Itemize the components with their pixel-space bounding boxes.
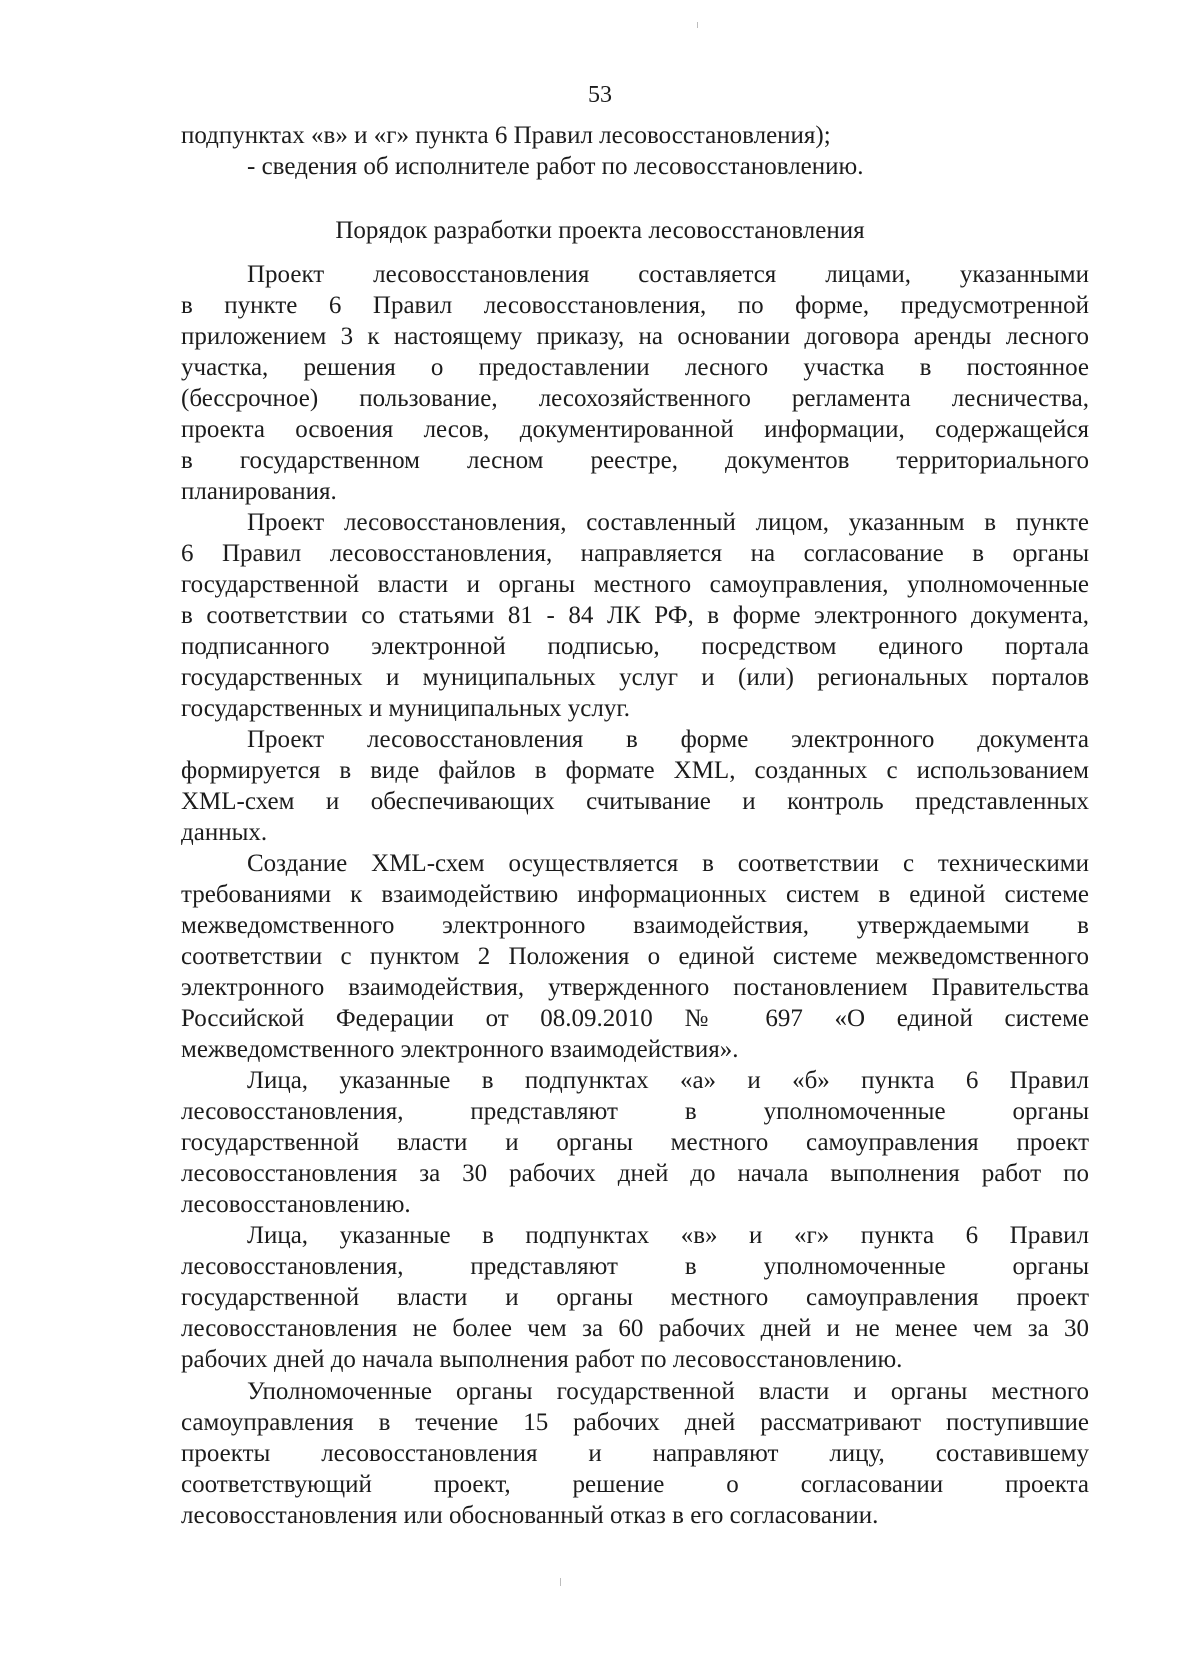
text-line: рабочих дней до начала выполнения работ по лесовосстановлению.	[181, 1346, 903, 1373]
text-line: лесовосстановлению.	[181, 1191, 411, 1218]
text-line: в государственном лесном реестре, документов территориального	[181, 447, 1089, 474]
text-line: самоуправления в течение 15 рабочих дней рассматривают поступившие	[181, 1409, 1089, 1436]
section-heading: Порядок разработки проекта лесовосстановления	[335, 217, 865, 244]
intro-line: - сведения об исполнителе работ по лесовосстановлению.	[247, 153, 864, 180]
text-line: в соответствии со статьями 81 - 84 ЛК РФ, в форме электронного документа,	[181, 602, 1089, 629]
text-line: электронного взаимодействия, утвержденного постановлением Правительства	[181, 974, 1089, 1001]
scan-mark-top	[697, 22, 698, 28]
text-line: данных.	[181, 819, 268, 846]
text-line: Проект лесовосстановления в форме электронного документа	[247, 726, 1089, 753]
paragraph	[181, 1220, 1089, 1375]
text-line: государственной власти и органы местного самоуправления, уполномоченные	[181, 571, 1089, 598]
text-line: проекты лесовосстановления и направляют лицу, составившему	[181, 1440, 1089, 1467]
text-line: соответствующий проект, решение о согласовании проекта	[181, 1471, 1089, 1498]
text-line: 6 Правил лесовосстановления, направляется на согласование в органы	[181, 540, 1089, 567]
intro-line: подпунктах «в» и «г» пункта 6 Правил лесовосстановления);	[181, 122, 831, 149]
paragraph	[181, 1065, 1089, 1220]
text-line: лесовосстановления, представляют в уполномоченные органы	[181, 1098, 1089, 1125]
text-line: государственных и муниципальных услуг.	[181, 695, 631, 722]
text-line: государственной власти и органы местного самоуправления проект	[181, 1284, 1089, 1311]
text-line: лесовосстановления не более чем за 60 рабочих дней и не менее чем за 30	[181, 1315, 1089, 1342]
text-line: Проект лесовосстановления, составленный лицом, указанным в пункте	[247, 509, 1089, 536]
text-line: проекта освоения лесов, документированной информации, содержащейся	[181, 416, 1089, 443]
text-line: подписанного электронной подписью, посредством единого портала	[181, 633, 1089, 660]
paragraph	[181, 1376, 1089, 1531]
text-line: участка, решения о предоставлении лесного участка в постоянное	[181, 354, 1089, 381]
paragraph	[181, 848, 1089, 1065]
text-line: межведомственного электронного взаимодействия, утверждаемыми в	[181, 912, 1089, 939]
text-line: Лица, указанные в подпунктах «в» и «г» пункта 6 Правил	[247, 1222, 1089, 1249]
text-line: Российской Федерации от 08.09.2010 № 697 «О единой системе	[181, 1005, 1089, 1032]
text-line: формируется в виде файлов в формате XML, созданных с использованием	[181, 757, 1089, 784]
text-line: в пункте 6 Правил лесовосстановления, по форме, предусмотренной	[181, 292, 1089, 319]
paragraph	[181, 724, 1089, 848]
text-line: Лица, указанные в подпунктах «а» и «б» пункта 6 Правил	[247, 1067, 1089, 1094]
text-line: лесовосстановления или обоснованный отказ в его согласовании.	[181, 1502, 879, 1529]
text-line: государственных и муниципальных услуг и (или) региональных порталов	[181, 664, 1089, 691]
scan-mark-bottom	[560, 1578, 561, 1586]
text-line: планирования.	[181, 478, 337, 505]
paragraph	[181, 259, 1089, 507]
text-line: лесовосстановления за 30 рабочих дней до начала выполнения работ по	[181, 1160, 1089, 1187]
text-line: приложением 3 к настоящему приказу, на основании договора аренды лесного	[181, 323, 1089, 350]
text-line: (бессрочное) пользование, лесохозяйственного регламента лесничества,	[181, 385, 1089, 412]
text-line: межведомственного электронного взаимодействия».	[181, 1036, 739, 1063]
text-line: государственной власти и органы местного самоуправления проект	[181, 1129, 1089, 1156]
paragraph	[181, 507, 1089, 724]
intro-block	[181, 120, 1089, 182]
text-line: Уполномоченные органы государственной власти и органы местного	[247, 1378, 1089, 1405]
text-line: соответствии с пунктом 2 Положения о единой системе межведомственного	[181, 943, 1089, 970]
text-line: XML-схем и обеспечивающих считывание и контроль представленных	[181, 788, 1089, 815]
text-line: Создание XML-схем осуществляется в соответствии с техническими	[247, 850, 1089, 877]
text-line: Проект лесовосстановления составляется лицами, указанными	[247, 261, 1089, 288]
page-number: 53	[588, 82, 612, 108]
text-line: лесовосстановления, представляют в уполномоченные органы	[181, 1253, 1089, 1280]
text-line: требованиями к взаимодействию информационных систем в единой системе	[181, 881, 1089, 908]
